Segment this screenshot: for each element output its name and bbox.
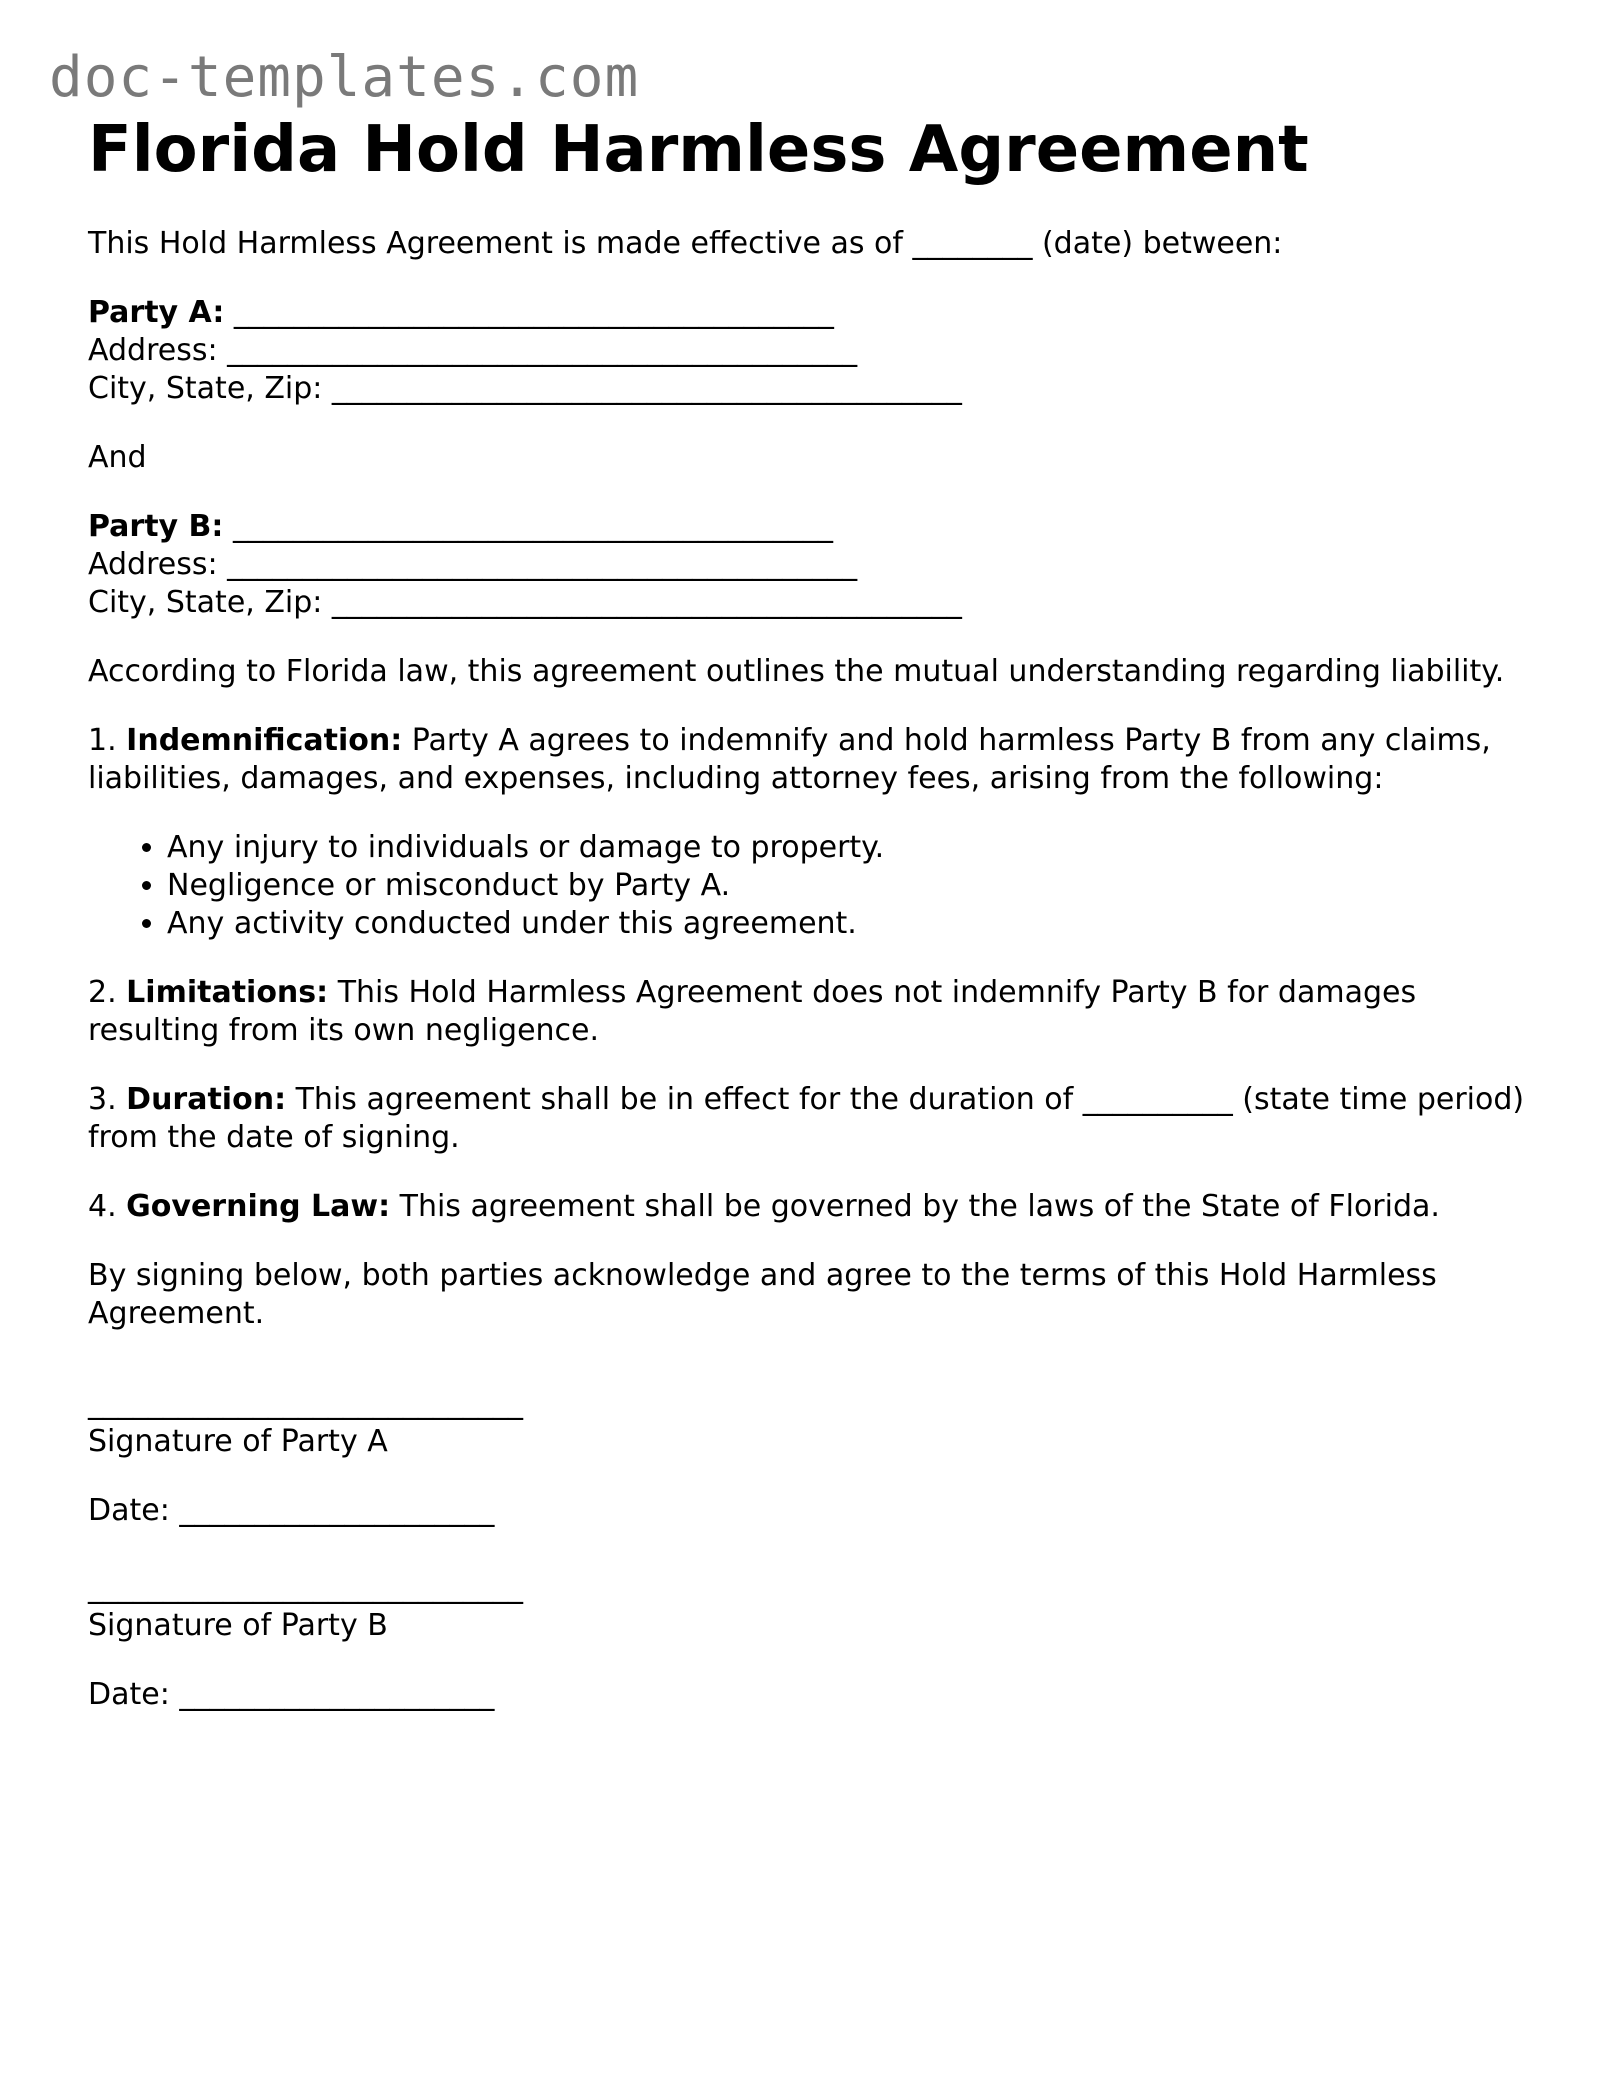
document-page: [88, 110, 1528, 1714]
watermark: doc-templates.com: [49, 45, 640, 110]
party-a-address-line: Address: __________________________________________: [88, 333, 858, 368]
party-b-city-line: City, State, Zip: __________________________________________: [88, 585, 962, 620]
section-number: 1.: [88, 723, 117, 758]
party-a-name-blank: ________________________________________: [224, 295, 834, 330]
party-b-label: Party B:: [88, 509, 224, 544]
section-heading: Limitations:: [126, 975, 329, 1010]
section-text: This agreement shall be in effect for the duration of __________ (state time period) from the date of signing.: [88, 1082, 1525, 1155]
list-item: • Any injury to individuals or damage to property.: [167, 829, 1528, 867]
section-number: 3.: [88, 1082, 117, 1117]
party-b-block: [88, 508, 1528, 622]
law-intro-paragraph: According to Florida law, this agreement outlines the mutual understanding regarding liability.: [88, 654, 1505, 689]
section-text: This Hold Harmless Agreement does not indemnify Party B for damages resulting from its own negligence.: [88, 975, 1417, 1048]
signature-block-party-a: [88, 1385, 1528, 1530]
signature-block-party-b: [88, 1569, 1528, 1714]
indemnification-list: [88, 829, 1528, 943]
signature-line-party-b: _____________________________: [88, 1570, 523, 1605]
section-limitations: [88, 974, 1528, 1050]
party-a-name-line: [88, 294, 1528, 332]
party-b-name-blank: ________________________________________: [223, 509, 833, 544]
section-number: 4.: [88, 1189, 117, 1224]
and-text: And: [88, 440, 147, 475]
section-text: Party A agrees to indemnify and hold harmless Party B from any claims, liabilities, damages, and expenses, including attorney fees, arising from the following:: [88, 723, 1491, 796]
closing-paragraph: By signing below, both parties acknowledge and agree to the terms of this Hold Harmless Agreement.: [88, 1258, 1437, 1331]
document-title: Florida Hold Harmless Agreement: [88, 113, 1309, 187]
signature-label-party-b: Signature of Party B: [88, 1608, 388, 1643]
date-line-party-b: Date: _____________________: [88, 1677, 495, 1712]
section-number: 2.: [88, 975, 117, 1010]
list-item: • Negligence or misconduct by Party A.: [167, 867, 1528, 905]
section-duration: [88, 1081, 1528, 1157]
list-item: • Any activity conducted under this agreement.: [167, 905, 1528, 943]
section-heading: Indemnification:: [126, 723, 403, 758]
party-a-city-line: City, State, Zip: __________________________________________: [88, 371, 962, 406]
signature-line-party-a: _____________________________: [88, 1386, 523, 1421]
section-heading: Governing Law:: [126, 1189, 391, 1224]
party-a-block: [88, 294, 1528, 408]
date-line-party-a: Date: _____________________: [88, 1493, 495, 1528]
intro-paragraph: This Hold Harmless Agreement is made effective as of ________ (date) between:: [88, 226, 1283, 261]
section-text: This agreement shall be governed by the laws of the State of Florida.: [390, 1189, 1440, 1224]
section-indemnification: [88, 722, 1528, 798]
document-body: [88, 225, 1528, 1714]
party-b-name-line: [88, 508, 1528, 546]
section-governing-law: [88, 1188, 1528, 1226]
signature-label-party-a: Signature of Party A: [88, 1424, 388, 1459]
party-b-address-line: Address: __________________________________________: [88, 547, 858, 582]
party-a-label: Party A:: [88, 295, 225, 330]
section-heading: Duration:: [126, 1082, 287, 1117]
